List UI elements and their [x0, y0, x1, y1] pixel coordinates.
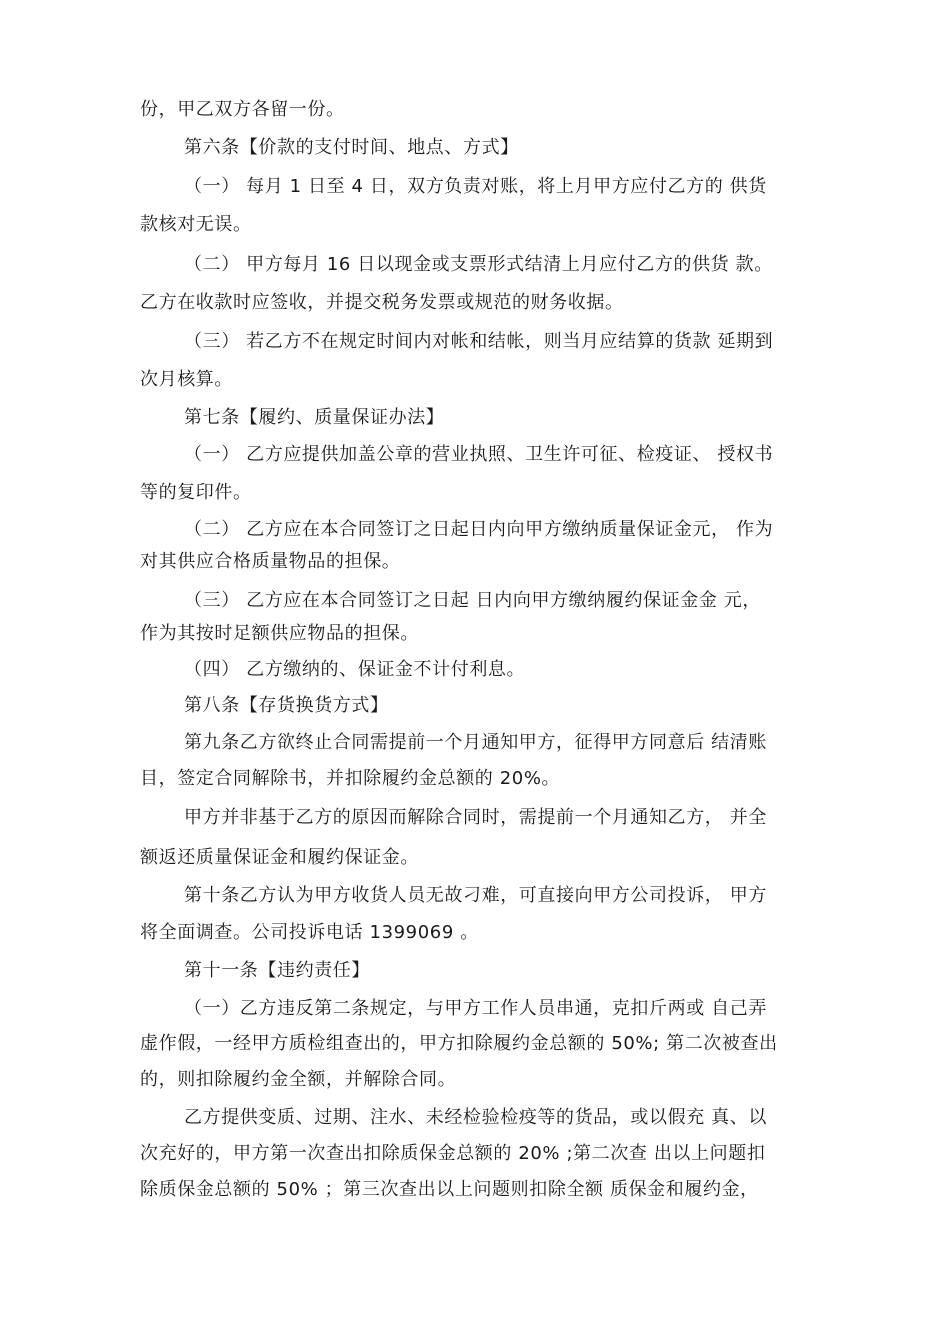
text-line: （三） 乙方应在本合同签订之日起 日内向甲方缴纳履约保证金金 元， [184, 590, 761, 611]
text-line: 甲方并非基于乙方的原因而解除合同时，需提前一个月通知乙方， 并全 [184, 807, 767, 828]
article-heading: 第十一条【违约责任】 [184, 960, 370, 981]
text-line: 次月核算。 [140, 369, 233, 390]
text-line: （二） 甲方每月 16 日以现金或支票形式结清上月应付乙方的供货 款。 [184, 254, 773, 275]
text-line: 的，则扣除履约金全额，并解除合同。 [140, 1069, 457, 1090]
text-line: （一） 乙方应提供加盖公章的营业执照、卫生许可征、检疫证、 授权书 [184, 444, 774, 465]
text-line: 除质保金总额的 50% ；第三次查出以上问题则扣除全额 质保金和履约金， [140, 1179, 759, 1200]
text-line: 份，甲乙双方各留一份。 [140, 99, 345, 120]
text-line: （三） 若乙方不在规定时间内对帐和结帐，则当月应结算的货款 延期到 [184, 331, 774, 352]
text-line: 乙方提供变质、过期、注水、未经检验检疫等的货品，或以假充 真、以 [184, 1107, 767, 1128]
text-line: （一）乙方违反第二条规定，与甲方工作人员串通，克扣斤两或 自己弄 [184, 998, 767, 1019]
text-line: 乙方在收款时应签收，并提交税务发票或规范的财务收据。 [140, 292, 624, 313]
text-line: 作为其按时足额供应物品的担保。 [140, 623, 419, 644]
text-line: 第九条乙方欲终止合同需提前一个月通知甲方，征得甲方同意后 结清账 [184, 732, 767, 753]
text-line: 第十条乙方认为甲方收货人员无故刁难，可直接向甲方公司投诉， 甲方 [184, 885, 767, 906]
complaint-phone: 将全面调查。公司投诉电话 1399069 。 [140, 922, 479, 943]
article-heading: 第六条【价款的支付时间、地点、方式】 [184, 137, 519, 158]
article-heading: 第七条【履约、质量保证办法】 [184, 407, 445, 428]
text-line: 次充好的，甲方第一次查出扣除质保金总额的 20% ;第二次查 出以上问题扣 [140, 1143, 766, 1164]
text-line: 等的复印件。 [140, 482, 252, 503]
text-line: 额返还质量保证金和履约保证金。 [140, 847, 419, 868]
text-line: 款核对无误。 [140, 214, 252, 235]
text-line: 对其供应合格质量物品的担保。 [140, 551, 401, 572]
article-heading: 第八条【存货换货方式】 [184, 695, 389, 716]
text-line: （一） 每月 1 日至 4 日，双方负责对账，将上月甲方应付乙方的 供货 [184, 176, 767, 197]
text-line: （四） 乙方缴纳的、保证金不计付利息。 [184, 659, 526, 680]
text-line: 虚作假，一经甲方质检组查出的，甲方扣除履约金总额的 50%; 第二次被查出 [140, 1033, 778, 1054]
text-line: 目，签定合同解除书，并扣除履约金总额的 20%。 [140, 768, 561, 789]
text-line: （二） 乙方应在本合同签订之日起日内向甲方缴纳质量保证金元， 作为 [184, 519, 774, 540]
